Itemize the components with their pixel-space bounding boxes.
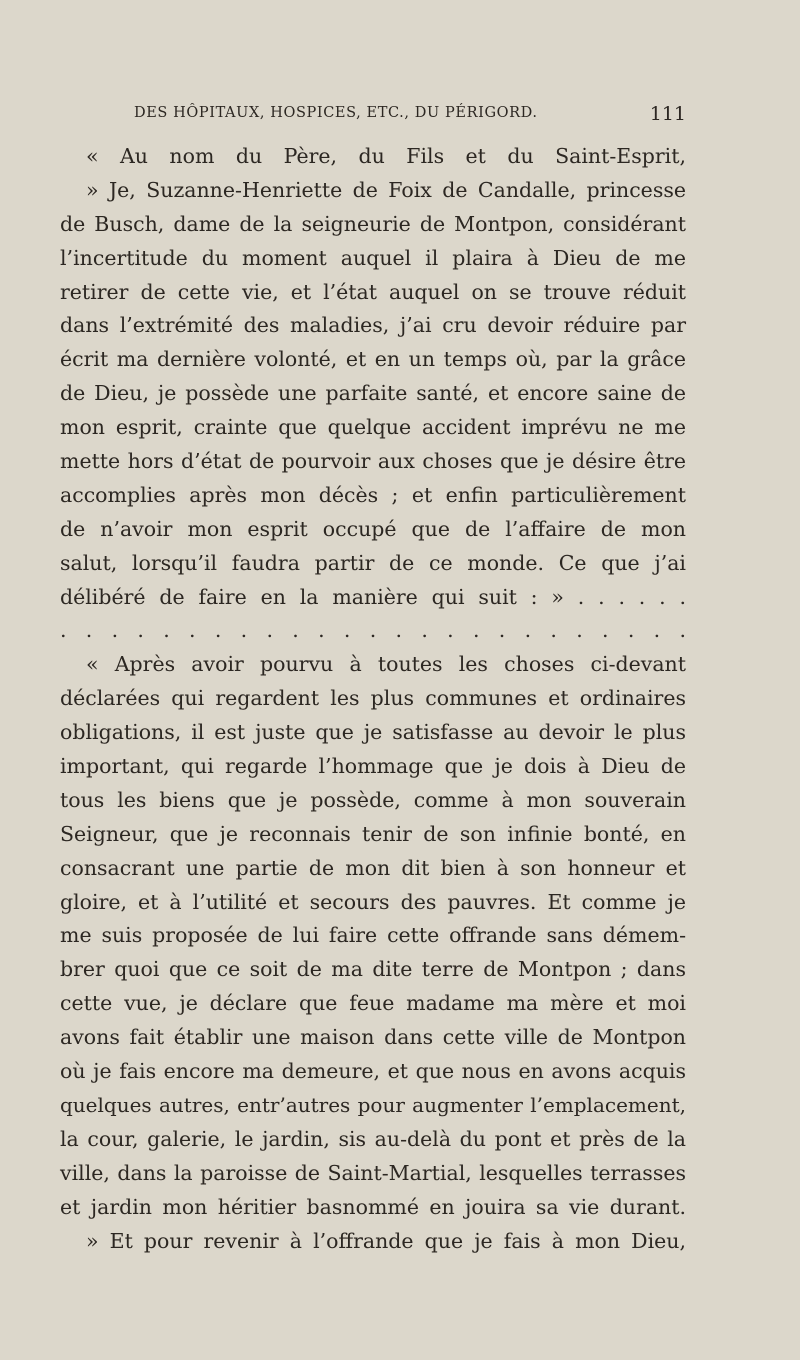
- text-line: accomplies après mon décès ; et enfin particulièrement: [60, 482, 686, 507]
- text-line: brer quoi que ce soit de ma dite terre de Montpon ; dans: [60, 957, 686, 982]
- text-line: et jardin mon héritier basnommé en jouira sa vie durant.: [60, 1194, 686, 1219]
- text-line: l’incertitude du moment auquel il plaira à Dieu de me: [60, 245, 686, 270]
- text-line: déclarées qui regardent les plus communes et ordinaires: [60, 686, 686, 711]
- text-line: de Busch, dame de la seigneurie de Montpon, considérant: [60, 211, 686, 236]
- text-line: Seigneur, que je reconnais tenir de son infinie bonté, en: [60, 821, 686, 846]
- text-line: » Et pour revenir à l’offrande que je fais à mon Dieu,: [86, 1228, 686, 1253]
- text-line: « Après avoir pourvu à toutes les choses ci-devant: [86, 652, 686, 677]
- page-number: 111: [649, 103, 686, 125]
- text-line: important, qui regarde l’hommage que je dois à Dieu de: [60, 754, 686, 779]
- text-line: avons fait établir une maison dans cette ville de Montpon: [60, 1025, 686, 1050]
- text-line: délibéré de faire en la manière qui suit : » . . . . . .: [60, 584, 686, 609]
- text-line: consacrant une partie de mon dit bien à son honneur et: [60, 855, 686, 880]
- text-line: quelques autres, entr’autres pour augmenter l’emplacement,: [60, 1092, 686, 1117]
- text-line: « Au nom du Père, du Fils et du Saint-Esprit,: [86, 144, 686, 168]
- page-header: [134, 103, 686, 131]
- text-line: mon esprit, crainte que quelque accident imprévu ne me: [60, 415, 686, 440]
- text-line: ville, dans la paroisse de Saint-Martial, lesquelles terrasses: [60, 1160, 686, 1185]
- body-text: [60, 140, 686, 1258]
- text-line: me suis proposée de lui faire cette offrande sans démem-: [60, 923, 686, 948]
- text-line: obligations, il est juste que je satisfasse au devoir le plus: [60, 720, 686, 745]
- text-line: où je fais encore ma demeure, et que nous en avons acquis: [60, 1059, 686, 1084]
- running-title: DES HÔPITAUX, HOSPICES, ETC., DU PÉRIGORD.: [134, 105, 538, 121]
- ellipsis-line: . . . . . . . . . . . . . . . . . . . . . . . . .: [60, 618, 686, 643]
- text-line: tous les biens que je possède, comme à mon souverain: [60, 787, 686, 812]
- text-line: retirer de cette vie, et l’état auquel on se trouve réduit: [60, 279, 686, 304]
- text-line: écrit ma dernière volonté, et en un temps où, par la grâce: [60, 347, 686, 372]
- text-line: dans l’extrémité des maladies, j’ai cru devoir réduire par: [60, 313, 686, 338]
- text-line: mette hors d’état de pourvoir aux choses que je désire être: [60, 449, 686, 474]
- text-line: salut, lorsqu’il faudra partir de ce monde. Ce que j’ai: [60, 550, 686, 575]
- text-line: » Je, Suzanne-Henriette de Foix de Candalle, princesse: [86, 177, 686, 202]
- text-line: cette vue, je déclare que feue madame ma mère et moi: [60, 991, 686, 1016]
- text-line: de n’avoir mon esprit occupé que de l’affaire de mon: [60, 516, 686, 541]
- text-line: la cour, galerie, le jardin, sis au-delà du pont et près de la: [60, 1126, 686, 1151]
- text-line: gloire, et à l’utilité et secours des pauvres. Et comme je: [60, 889, 686, 914]
- text-line: de Dieu, je possède une parfaite santé, et encore saine de: [60, 381, 686, 406]
